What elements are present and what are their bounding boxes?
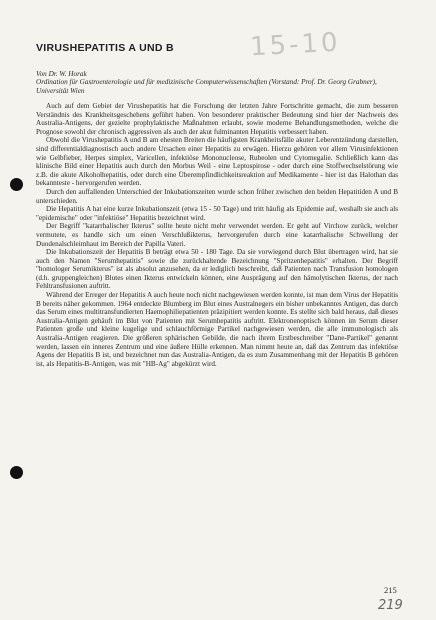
paragraph: Der Begriff "katarrhalischer Ikterus" sollte heute nicht mehr verwendet werden. Er geht auf Virchow zurück, welcher vermutete, es handle sich um einen Verschlußikterus, hervorgerufen durch eine katarrhalische Schwellung der Duodenalschleimhaut im Bereich der Papilla Vateri.	[36, 222, 398, 248]
punch-hole-bottom	[10, 466, 23, 479]
punch-hole-top	[10, 178, 23, 191]
paragraph: Obwohl die Virushepatitis A und B am ehesten Breiten die häufigsten Krankheitsfälle akuter Leberentzündung darstellen, sind differentialdiagnostisch auch andere Ursachen einer Hepatitis zu erwägen. Hierzu gehören vor allem Virusinfektionen wie Gelbfieber, Herpes simplex, Varicellen, infektiöse Mononucleose, Rubeolen und Cytomegalie. Schließlich kann das klinische Bild einer Hepatitis auch durch den Morbus Weil - eine Leptospirose - oder durch eine Stoffwechselstörung wie z.B. die akute Alkoholhepatitis, oder durch eine Überempfindlichkeitsreaktion auf Medikamente - hier ist das Halothan das bekannteste - hervorgerufen werden.	[36, 136, 398, 188]
paragraph: Während der Erreger der Hepatitis A auch heute noch nicht nachgewiesen werden konnte, ist man dem Virus der Hepatitis B bereits näher gekommen. 1964 entdeckte Blumberg im Blut eines Australnegers ein bisher unbekanntes Antigen, das durch das Serum eines multitransfundierten Haemophiliepatienten präzipitiert werden konnte. Es stellte sich bald heraus, daß dieses Australia-Antigen gehäuft im Blut von Patienten mit Serumhepatitis auftritt. Elektronenoptisch können im Serum dieser Patienten große und kleine kugelige und schlauchförmige Partikel nachgewiesen werden, die alle immunologisch als Australia-Antigen reagieren. Die größeren sphärischen Gebilde, die nach ihrem Erstbeschreiber "Dane-Partikel" genannt werden, lassen ein inneres Zentrum und eine äußere Hülle erkennen. Man nimmt heute an, daß das Zentrum das infektiöse Agens der Hepatitis B ist, und bezeichnet nun das Australia-Antigen, da es zum Zusammenhang mit der Hepatitis B gehören ist, als Hepatitis-B-Antigen, was mit "HB-Ag" abgekürzt wird.	[36, 291, 398, 368]
document-title: VIRUSHEPATITIS A UND B	[36, 42, 174, 54]
affiliation-line: Ordination für Gastroenterologie und für medizinische Computerwissenschaften (Vorstand: Prof. Dr. Georg Grabner), Universität Wien	[36, 78, 377, 95]
handwritten-page-number: 219	[378, 598, 403, 613]
paragraph: Durch den auffallenden Unterschied der Inkubationszeiten wurde schon früher zwischen den beiden Hepatitiden A und B unterschieden.	[36, 187, 398, 205]
author-line: Von Dr. W. Horak	[36, 70, 87, 78]
handwritten-note: 15-10	[249, 27, 342, 63]
author-block	[36, 70, 408, 95]
page-number: 215	[384, 585, 397, 595]
paragraph: Auch auf dem Gebiet der Virushepatitis hat die Forschung der letzten Jahre Fortschritte gemacht, die zum besseren Verständnis des Krankheitsgeschehens geführt haben. Von besonderer praktischer Bedeutung sind hier der Nachweis des Australia-Antigens, der gezielte prophylaktische Maßnahmen erlaubt, sowie moderne Behandlungsmethoden, welche die Prognose sowohl der chronisch aggressiven als auch der akut fulminanten Hepatitis verbessert haben.	[36, 102, 398, 136]
paragraph: Die Inkubationszeit der Hepatitis B beträgt etwa 50 - 180 Tage. Da sie vorwiegend durch Blut übertragen wird, hat sie auch den Namen "Serumhepatitis" sowie die zurückhaltende Bezeichnung "Spritzenhepatitis" erhalten. Der Begriff "homologer Serumikterus" ist als absolut anzusehen, da er lediglich beschreibt, daß Patienten nach Transfusion homologen (d.h. gruppengleichen) Blutes einen Ikterus entwickeln können, eine Ausprägung auf den hämolytischen Ikterus, der nach Fehltransfusionen auftritt.	[36, 248, 398, 291]
article-body	[36, 102, 398, 368]
paragraph: Die Hepatitis A hat eine kurze Inkubationszeit (etwa 15 - 50 Tage) und tritt häufig als Epidemie auf, weshalb sie auch als "epidemische" oder "infektiöse" Hepatitis bezeichnet wird.	[36, 205, 398, 222]
